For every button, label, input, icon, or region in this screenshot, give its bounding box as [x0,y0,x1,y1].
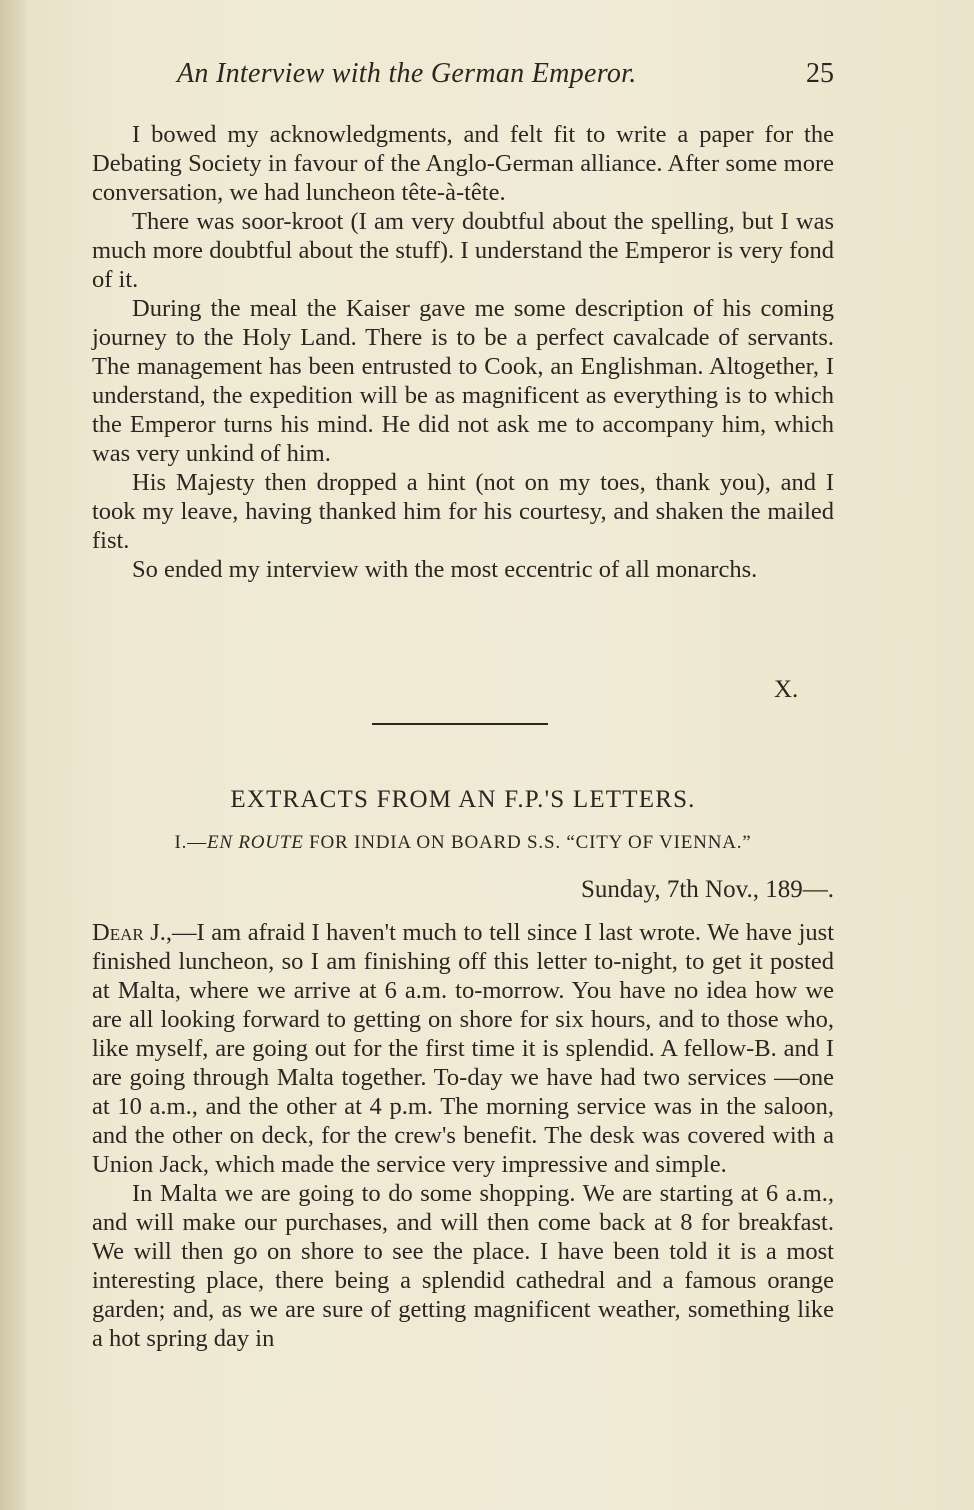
paragraph-text: —I am afraid I haven't much to tell since I last wrote. We have just finished luncheon, so I am finishing off this letter to-night, to get it posted at Malta, where we arrive at 6 a.m. to-morrow. You have no idea how we are all looking forward to getting on shore for six hours, and to those who, like myself, are going out for the first time it is splendid. A fellow-B. and I are going through Malta together. To-day we have had two services —one at 10 a.m., and the other at 4 p.m. The morning service was in the saloon, and the other on deck, for the crew's benefit. The desk was covered with a Union Jack, which made the service very impressive and simple. [92,919,834,1178]
subtitle-rest: FOR INDIA ON BOARD S.S. “CITY OF VIENNA.” [303,832,752,853]
page-gutter [0,0,26,1510]
paragraph [92,918,834,1179]
letter-body [92,918,834,1353]
paragraph: His Majesty then dropped a hint (not on my toes, thank you), and I took my leave, having thanked him for his courtesy, and shaken the mailed fist. [92,469,834,554]
subtitle-prefix: I.— [174,832,207,853]
subtitle-italic: EN ROUTE [206,832,304,853]
article-subtitle [92,832,834,854]
article-title: EXTRACTS FROM AN F.P.'S LETTERS. [230,786,696,813]
running-head: An Interview with the German Emperor. [177,58,637,89]
paragraph: During the meal the Kaiser gave me some description of his coming journey to the Holy Land. There is to be a perfect cavalcade of servants. The management has been entrusted to Cook, an Englishman. Altogether, I understand, the expedition will be as magnificent as everything is to which the Emperor turns his mind. He did not ask me to accompany him, which was very unkind of him. [92,295,834,467]
paragraph: I bowed my acknowledgments, and felt fit to write a paper for the Debating Society in favour of the Anglo-German alliance. After some more conversation, we had luncheon tête-à-tête. [92,121,834,206]
letter-dateline: Sunday, 7th Nov., 189—. [580,876,834,903]
paragraph: So ended my interview with the most eccentric of all monarchs. [132,556,758,583]
page-number: 25 [806,58,834,89]
paragraph: There was soor-kroot (I am very doubtful about the spelling, but I was much more doubtful about the stuff). I understand the Emperor is very fond of it. [92,208,834,293]
page-header [92,58,834,92]
author-signature: X. [774,676,799,703]
paragraph: In Malta we are going to do some shopping. We are starting at 6 a.m., and will make our purchases, and will then come back at 8 for breakfast. We will then go on shore to see the place. I have been told it is a most interesting place, there being a splendid cathedral and a famous orange garden; and, as we are sure of getting magnificent weather, something like a hot spring day in [92,1180,834,1352]
section-divider [372,723,548,725]
salutation: Dear J., [92,919,173,946]
article-ending [92,120,834,584]
